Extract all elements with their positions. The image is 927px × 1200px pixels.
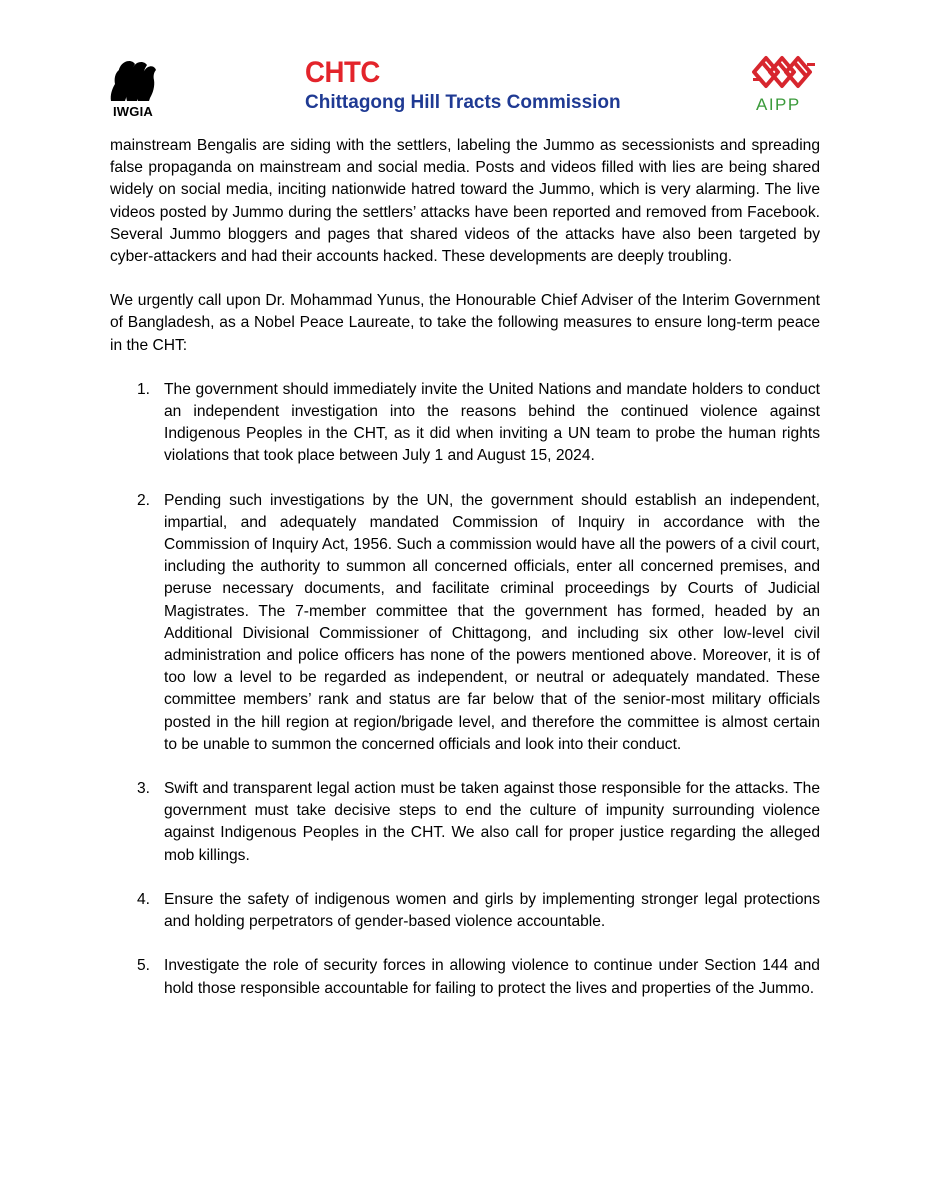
chtc-abbreviation: CHTC [305, 56, 380, 89]
chtc-full-name: Chittagong Hill Tracts Commission [305, 92, 621, 113]
chtc-header [305, 57, 621, 114]
measure-text: Pending such investigations by the UN, the government should establish an independent, impartial, and adequately mandated Commission of Inquiry in accordance with the Commission of Inquiry Act, 1956. Such a commission would have all the powers of a civil court, including the authority to summon all concerned officials, enter all concerned premises, and peruse necessary documents, and facilitate criminal proceedings by Courts of Judicial Magistrates. The 7-member committee that the government has formed, headed by an Additional Divisional Commissioner of Chittagong, and including six other low-level civil administration and police officers has none of the powers mentioned above. Moreover, it is of too low a level to be regarded as independent, or neutral or adequately mandated. These committee members’ rank and status are far below that of the senior-most military officials posted in the hill region at region/brigade level, and therefore the committee is almost certain to be unable to summon the concerned officials and look into their conduct. [164, 491, 820, 753]
measures-list [110, 379, 820, 1000]
measure-item-4 [110, 889, 820, 933]
aipp-label: AIPP [756, 95, 801, 114]
iwgia-logo [107, 57, 167, 121]
paragraph-1: mainstream Bengalis are siding with the settlers, labeling the Jummo as secessionists and spreading false propaganda on mainstream and social media. Posts and videos filled with lies are being shared widely on social media, inciting nationwide hatred toward the Jummo, which is very alarming. The live videos posted by Jummo during the settlers’ attacks have been reported and removed from Facebook. Several Jummo bloggers and pages that shared videos of the attacks have also been targeted by cyber-attackers and had their accounts hacked. These developments are deeply troubling. [110, 137, 820, 266]
measure-number: 1. [137, 380, 151, 398]
measure-number: 5. [137, 957, 151, 975]
measure-item-1 [110, 379, 820, 468]
iwgia-profiles-icon [107, 57, 159, 103]
measure-item-5 [110, 955, 820, 999]
measure-text: Swift and transparent legal action must be taken against those responsible for the attacks. The government must take decisive steps to end the culture of impunity surrounding violence against Indigenous Peoples in the CHT. We also call for proper justice regarding the alleged mob killings. [164, 780, 820, 864]
measure-text: Ensure the safety of indigenous women and girls by implementing stronger legal protections and holding perpetrators of gender-based violence accountable. [164, 890, 820, 931]
measure-text: The government should immediately invite the United Nations and mandate holders to conduct an independent investigation into the reasons behind the continued violence against Indigenous Peoples in the CHT, as it did when inviting a UN team to probe the human rights violations that took place between July 1 and August 15, 2024. [164, 380, 820, 465]
aipp-knot-icon [750, 52, 818, 92]
measure-number: 3. [137, 780, 151, 798]
document-body [110, 135, 820, 1022]
iwgia-label: IWGIA [113, 104, 153, 119]
measure-item-2 [110, 490, 820, 756]
paragraph-2: We urgently call upon Dr. Mohammad Yunus, the Honourable Chief Adviser of the Interim Government of Bangladesh, as a Nobel Peace Laureate, to take the following measures to ensure long-term peace in the CHT: [110, 292, 820, 354]
measure-number: 2. [137, 491, 151, 509]
measure-number: 4. [137, 890, 151, 908]
measure-item-3 [110, 778, 820, 867]
aipp-logo [750, 52, 820, 118]
measure-text: Investigate the role of security forces in allowing violence to continue under Section 144 and hold those responsible accountable for failing to protect the lives and properties of the Jummo. [164, 957, 820, 997]
